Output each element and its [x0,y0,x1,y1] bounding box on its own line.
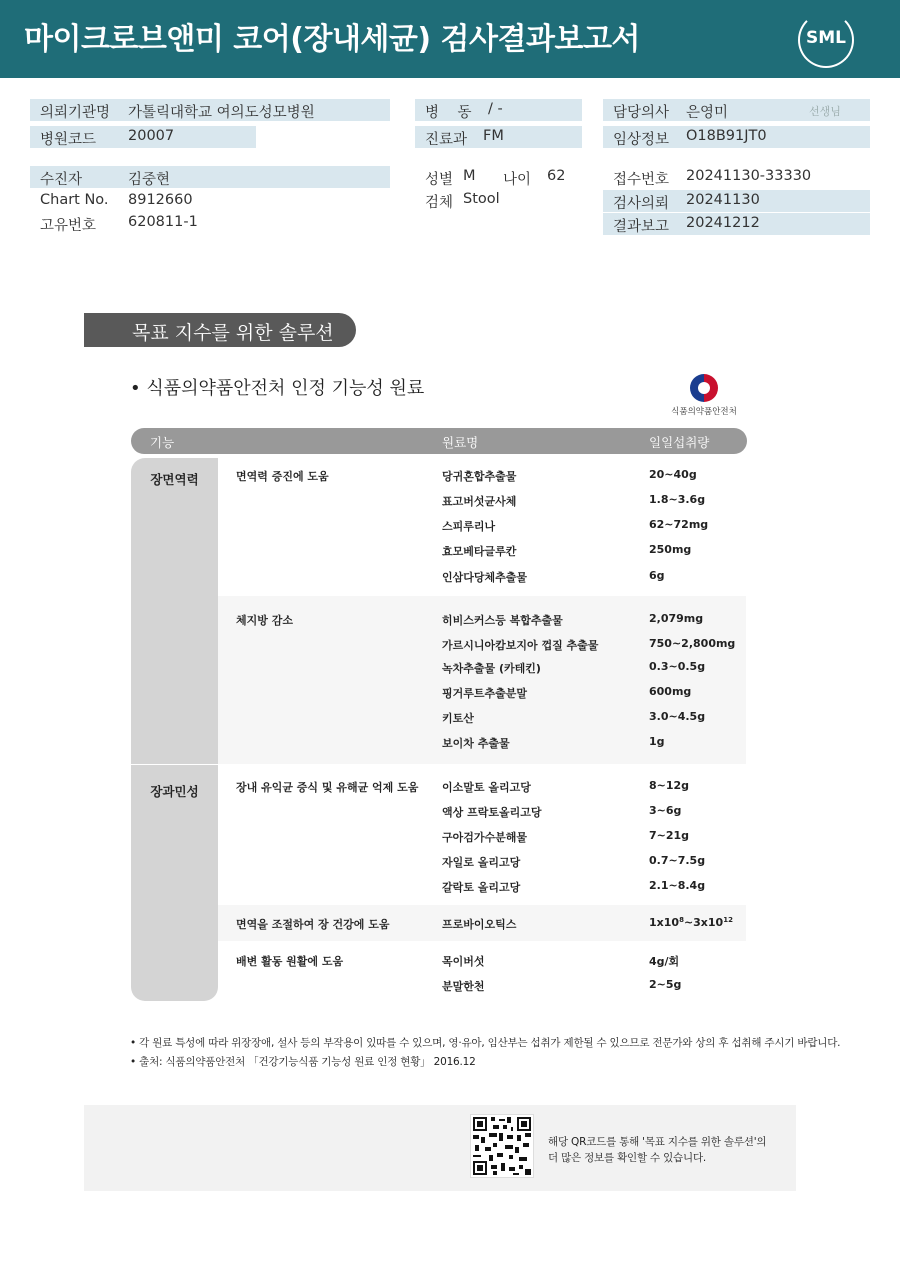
qr-description-line2: 더 많은 정보를 확인할 수 있습니다. [548,1152,707,1164]
ingredient-name: 히비스커스등 복합추출물 [442,614,563,627]
chart-label: Chart No. [40,192,109,208]
qr-code-graphic [471,1115,533,1177]
mfds-emblem-icon [690,374,718,402]
ingredient-name: 분말한천 [442,980,485,993]
ingredient-name: 구아검가수분해물 [442,831,528,844]
dose-value: 2.1~8.4g [649,879,706,892]
department-value: FM [483,128,504,144]
dose-value: 2~5g [649,978,682,991]
request-value: 20241130 [686,192,760,208]
dose-value-probiotics [649,916,733,929]
doctor-label: 담당의사 [613,105,670,121]
info-doctor [603,99,870,121]
dose-range: ~3x10 [683,916,724,929]
header-dose: 일일섭취량 [649,435,710,450]
hospital-code-value: 20007 [128,128,175,144]
dose-value: 1g [649,735,665,748]
table-header [131,428,747,454]
ingredient-name: 프로바이오틱스 [442,918,517,931]
info-ward [415,99,582,121]
ingredient-name: 스피루리나 [442,520,496,533]
clinical-value: O18B91JT0 [686,128,767,144]
department-label: 진료과 [425,132,468,148]
info-receipt [603,166,870,188]
info-specimen [415,189,582,211]
dose-value: 3.0~4.5g [649,710,706,723]
age-value: 62 [547,168,566,184]
chart-value: 8912660 [128,192,193,208]
info-clinical [603,126,870,148]
patient-label: 수진자 [40,172,83,188]
dose-value: 4g/회 [649,955,680,968]
ingredient-name: 액상 프락토올리고당 [442,806,542,819]
info-id [30,212,390,234]
ingredient-name: 녹차추출물 (카테킨) [442,662,541,675]
institution-value: 가톨릭대학교 여의도성모병원 [128,105,315,121]
info-institution [30,99,390,121]
mfds-logo-text: 식품의약품안전처 [671,407,737,417]
dose-value: 8~12g [649,779,690,792]
dose-value: 600mg [649,685,692,698]
sex-value: M [463,168,476,184]
receipt-value: 20241130-33330 [686,168,812,184]
ingredient-name: 이소말토 올리고당 [442,781,531,794]
patient-value: 김중현 [128,172,171,188]
clinical-label: 임상정보 [613,132,670,148]
info-chart [30,190,390,212]
category-sensitivity: 장과민성 [150,784,199,799]
dose-base: 1x10 [649,916,680,929]
sex-label: 성별 [425,172,454,188]
dose-value: 6g [649,569,665,582]
report-header [0,0,900,78]
specimen-label: 검체 [425,195,454,211]
ingredient-name: 표고버섯균사체 [442,495,517,508]
ingredient-name: 보이차 추출물 [442,737,510,750]
qr-code-icon[interactable] [470,1114,534,1178]
header-function: 기능 [150,435,175,450]
info-report [603,213,870,235]
category-box-immunity [131,458,218,764]
section-subheading: • 식품의약품안전처 인정 기능성 원료 [130,378,425,399]
sml-logo-text: SML [806,28,846,48]
ingredient-name: 핑거루트추출분말 [442,687,528,700]
age-label: 나이 [503,172,532,188]
info-department [415,126,582,148]
dose-value: 750~2,800mg [649,637,736,650]
category-box-sensitivity [131,765,218,1001]
info-patient [30,166,390,188]
dose-exponent: 8 [679,916,684,924]
receipt-label: 접수번호 [613,172,670,188]
category-immunity: 장면역력 [150,472,199,487]
function-label: 배변 활동 원활에 도움 [236,955,344,968]
ingredient-name: 자일로 올리고당 [442,856,521,869]
report-label: 결과보고 [613,219,670,235]
info-sex-age [415,166,582,188]
note-source: • 출처: 식품의약품안전처 「건강기능식품 기능성 원료 인정 현황」 2016.12 [130,1056,476,1068]
section-heading-text: 목표 지수를 위한 솔루션 [132,322,334,344]
function-label: 면역을 조절하여 장 건강에 도움 [236,918,390,931]
function-label: 장내 유익균 증식 및 유해균 억제 도움 [236,781,419,794]
ingredient-name: 가르시니아캄보지아 껍질 추출물 [442,639,599,652]
dose-value: 20~40g [649,468,697,481]
dose-value: 3~6g [649,804,682,817]
specimen-value: Stool [463,191,500,207]
institution-label: 의뢰기관명 [40,105,111,121]
dose-exponent: 12 [723,916,733,924]
note-side-effects: • 각 원료 특성에 따라 위장장애, 설사 등의 부작용이 있따를 수 있으며, 영·유아, 임산부는 섭취가 제한될 수 있으므로 전문가와 상의 후 섭취해 주시기 바랍니다. [130,1037,841,1049]
function-label: 체지방 감소 [236,614,293,627]
dose-value: 7~21g [649,829,690,842]
ward-label: 병 동 [425,105,472,121]
ward-value: / - [488,101,503,117]
dose-value: 62~72mg [649,518,709,531]
dose-value: 250mg [649,543,692,556]
doctor-value: 은영미 [686,105,729,121]
section-heading [84,313,356,347]
ingredient-name: 인삼다당체추출물 [442,571,528,584]
hospital-code-label: 병원코드 [40,132,97,148]
info-hospital-code [30,126,256,148]
doctor-suffix: 선생님 [809,105,841,118]
header-ingredient: 원료명 [442,435,479,450]
ingredient-name: 효모베타글루칸 [442,545,517,558]
ingredient-name: 키토산 [442,712,474,725]
info-request [603,190,870,212]
request-label: 검사의뢰 [613,196,670,212]
ingredient-name: 당귀혼합추출물 [442,470,517,483]
sml-logo-icon [798,12,854,68]
dose-value: 2,079mg [649,612,704,625]
report-title: 마이크로브앤미 코어(장내세균) 검사결과보고서 [24,22,640,57]
ingredient-name: 갈락토 올리고당 [442,881,521,894]
report-value: 20241212 [686,215,760,231]
id-value: 620811-1 [128,214,198,230]
qr-description-line1: 해당 QR코드를 통해 '목표 지수를 위한 솔루션'의 [548,1136,767,1148]
dose-value: 0.7~7.5g [649,854,706,867]
function-label: 면역력 증진에 도움 [236,470,329,483]
id-label: 고유번호 [40,218,97,234]
dose-value: 1.8~3.6g [649,493,706,506]
dose-value: 0.3~0.5g [649,660,706,673]
ingredient-name: 목이버섯 [442,955,485,968]
